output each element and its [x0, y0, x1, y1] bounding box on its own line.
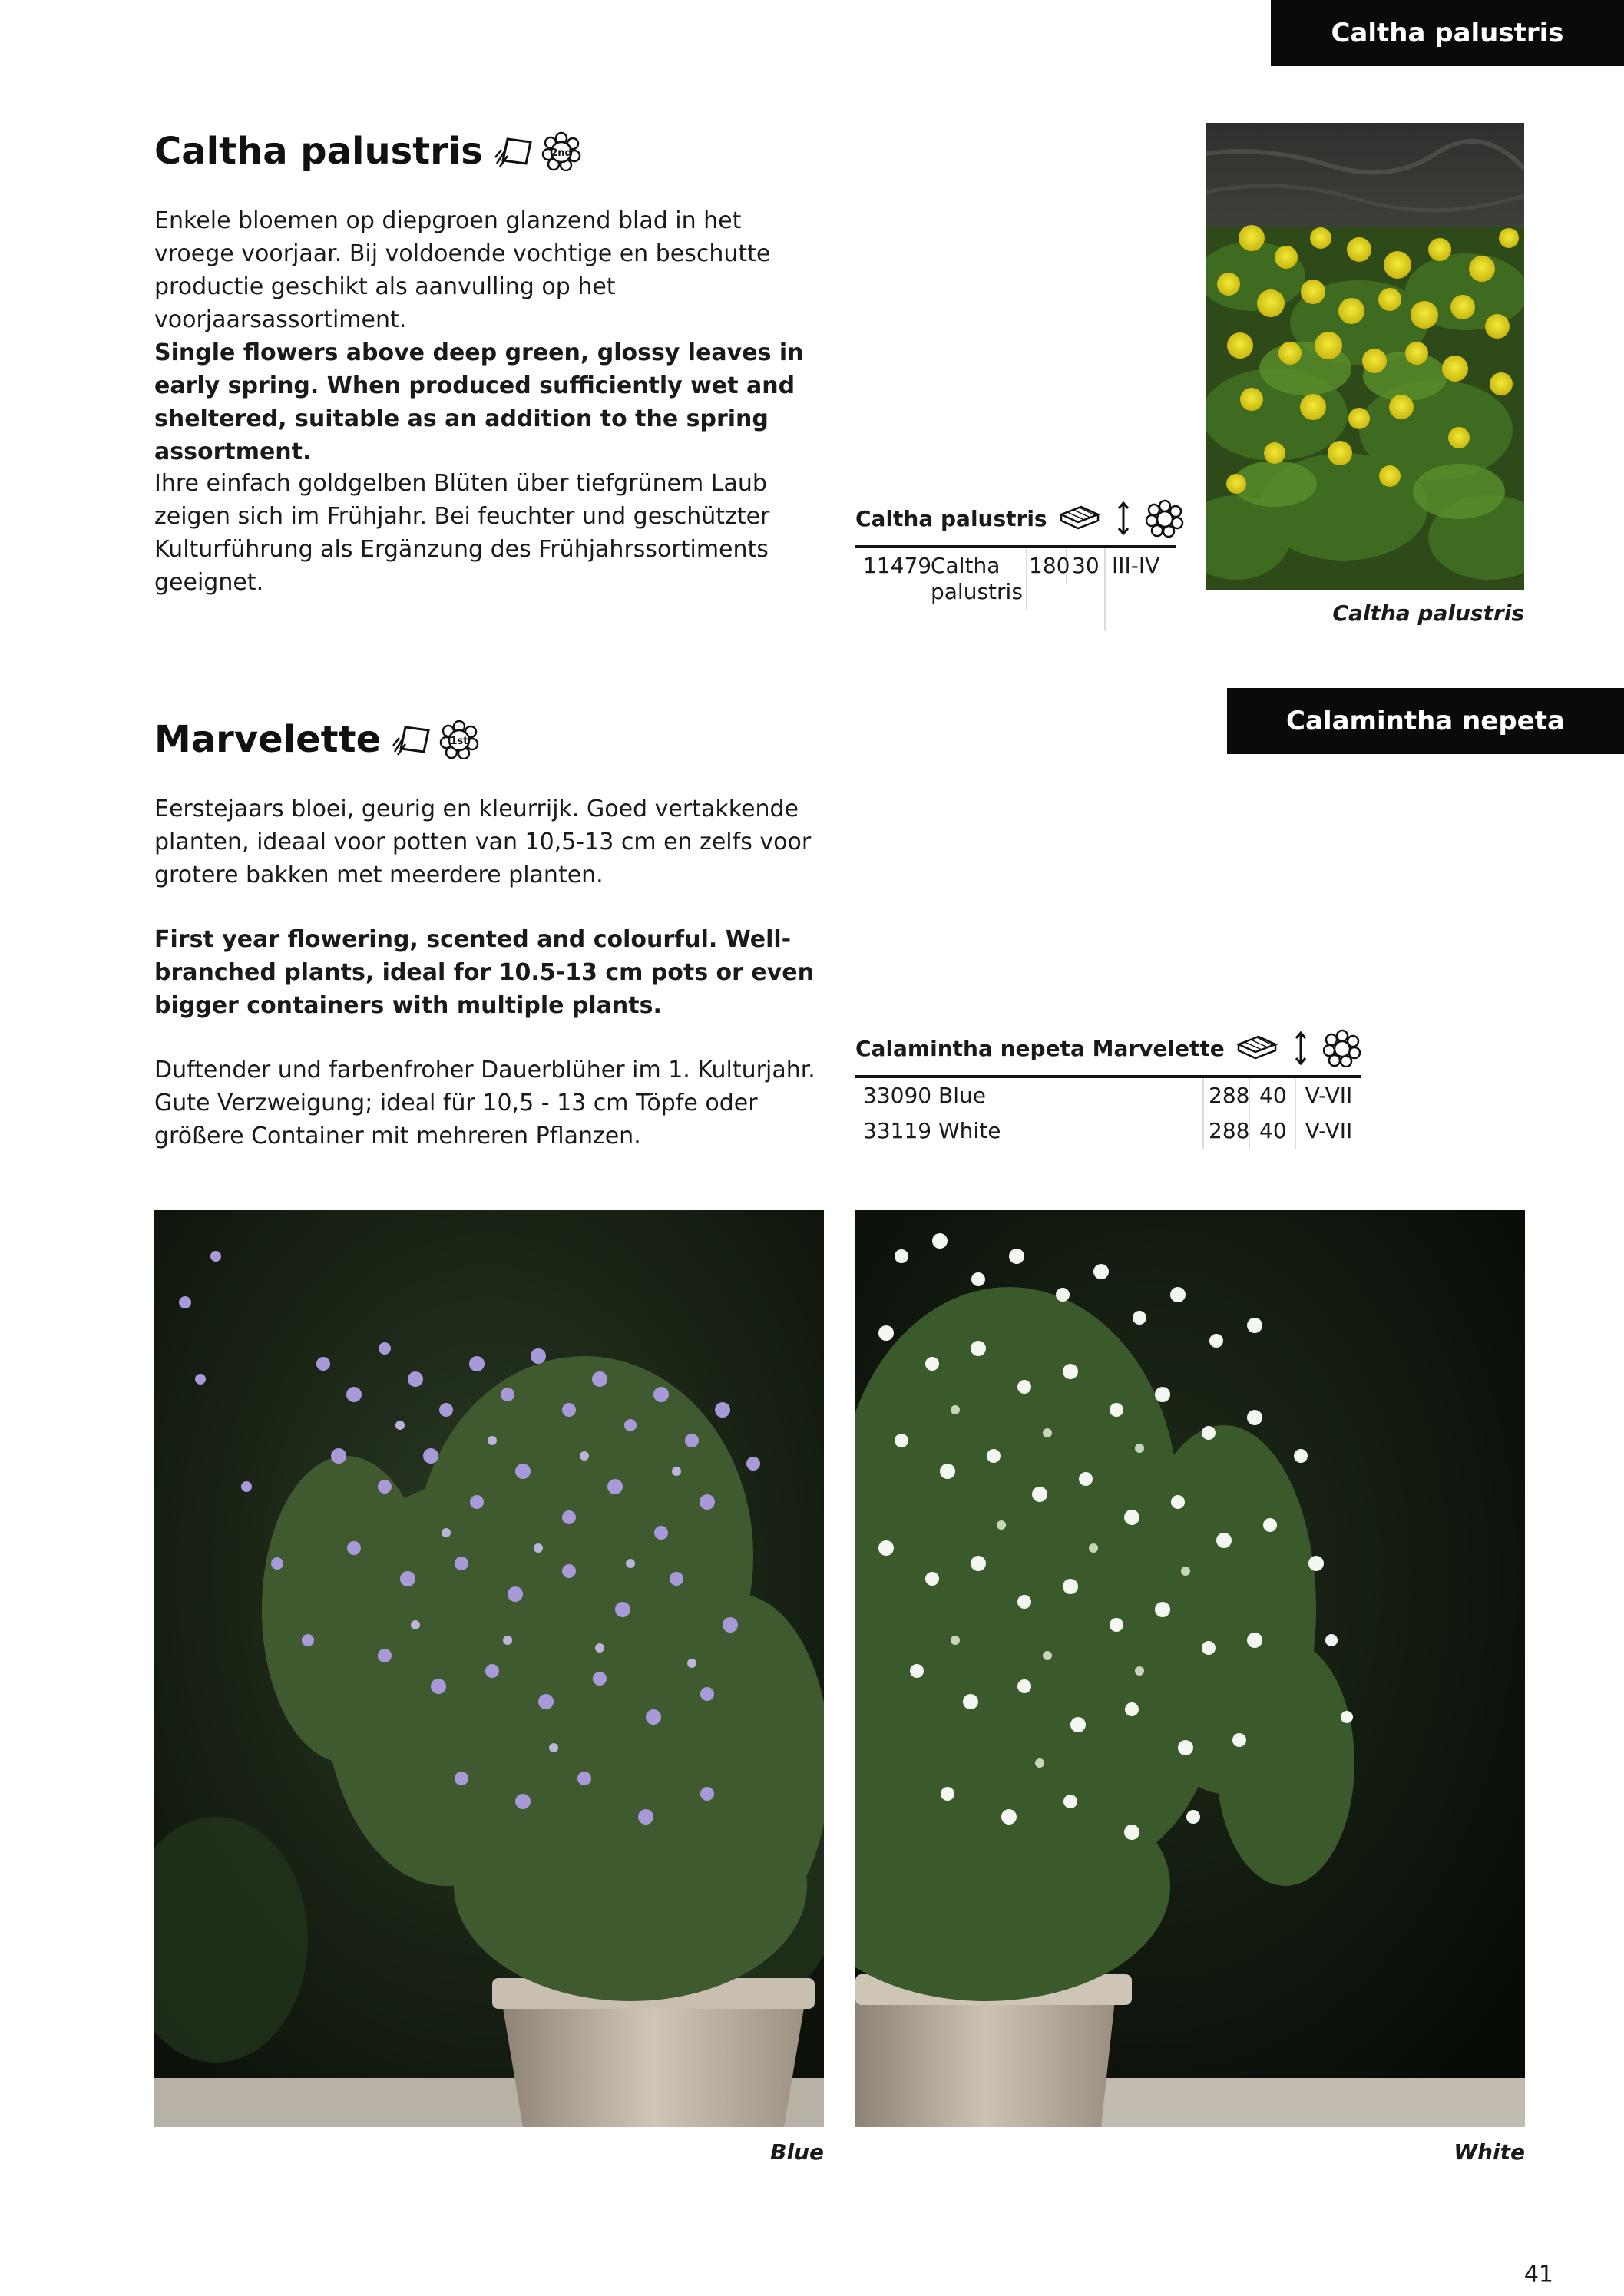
row-tray: 288 [1204, 1113, 1250, 1149]
row-code: 33119 [863, 1118, 932, 1143]
row-name: White [931, 1113, 1204, 1149]
caltha-caption: Caltha palustris [1332, 600, 1524, 626]
caltha-photo [1206, 123, 1524, 590]
marvelette-white-photo [855, 1210, 1525, 2127]
section2-desc-en: First year flowering, scented and colourful. Well-branched plants, ideal for 10.5-13 cm pots or even bigger containers with multiple plants. [154, 926, 814, 1019]
row-flowering: V-VII [1305, 1118, 1353, 1143]
tray-icon [1235, 1035, 1278, 1061]
section1-desc-nl: Enkele bloemen op diepgroen glanzend blad in het vroege voorjaar. Bij voldoende vochtige en beschutte productie geschikt als aanvulling op het voorjaarsassortiment. [154, 207, 771, 333]
section2-desc-de: Duftender und farbenfroher Dauerblüher im 1. Kulturjahr. Gute Verzweigung; ideal für 10,5 - 13 cm Töpfe oder größere Container mit mehreren Pflanzen. [154, 1057, 815, 1150]
row-name: Caltha palustris [923, 548, 1027, 610]
row-name: Blue [931, 1078, 1204, 1113]
height-arrow-icon [1294, 1031, 1308, 1066]
flower-badge-1st: 1st [450, 736, 468, 747]
table-row [855, 548, 1176, 631]
row-code: 11479 [863, 553, 932, 578]
section2-title-text: Marvelette [154, 718, 382, 761]
header-tab-caltha: Caltha palustris [1271, 0, 1624, 66]
row-height: 40 [1250, 1078, 1296, 1113]
flower-icon [1323, 1029, 1361, 1067]
page-number: 41 [1523, 2261, 1553, 2288]
section2-desc-nl: Eerstejaars bloei, geurig en kleurrijk. Goed vertakkende planten, ideaal voor potten van 10,5-13 cm en zelfs voor grotere bakken met meerdere planten. [154, 796, 812, 888]
flower-1st-year-icon [439, 720, 479, 759]
row-tray: 180 [1027, 548, 1067, 584]
tray-icon [1058, 505, 1101, 531]
row-flowering: III-IV [1112, 553, 1160, 578]
section1-desc-en: Single flowers above deep green, glossy leaves in early spring. When produced sufficiently wet and sheltered, suitable as an addition to the spring assortment. [154, 339, 804, 465]
spec-table-heading: Caltha palustris [855, 505, 1047, 531]
hand-sowing-icon [494, 134, 534, 168]
table-row [855, 1078, 1361, 1113]
flower-2nd-year-icon [541, 131, 581, 171]
section2-title [154, 713, 479, 766]
spec-table-heading: Calamintha nepeta Marvelette [855, 1035, 1225, 1061]
white-caption: White [1454, 2139, 1525, 2165]
section1-title [154, 124, 581, 178]
row-height: 40 [1250, 1113, 1296, 1149]
row-height: 30 [1067, 548, 1106, 631]
marvelette-blue-photo [154, 1210, 824, 2127]
flower-icon [1146, 499, 1184, 538]
section1-title-text: Caltha palustris [154, 130, 483, 173]
blue-caption: Blue [770, 2139, 824, 2165]
section1-desc-de: Ihre einfach goldgelben Blüten über tiefgrünem Laub zeigen sich im Frühjahr. Bei feuchter und geschützter Kulturführung als Ergänzung des Frühjahrssortiments geeignet. [154, 470, 770, 596]
spec-table-header [855, 1029, 1361, 1078]
header-tab-calamintha: Calamintha nepeta [1227, 688, 1624, 754]
section1-spec-table [855, 499, 1176, 631]
row-tray: 288 [1204, 1078, 1250, 1113]
spec-table-header [855, 499, 1176, 548]
row-code: 33090 [863, 1083, 932, 1108]
flower-badge-2nd: 2nd [551, 147, 572, 159]
row-flowering: V-VII [1305, 1083, 1353, 1108]
hand-sowing-icon [392, 723, 432, 756]
height-arrow-icon [1116, 501, 1130, 536]
table-row [855, 1113, 1361, 1149]
section2-spec-table [855, 1029, 1361, 1149]
